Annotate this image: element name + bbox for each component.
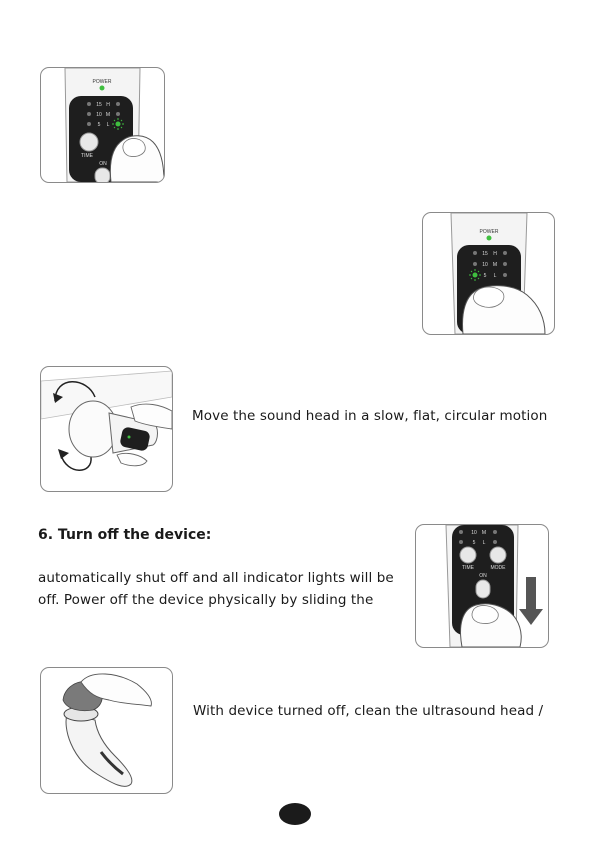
mode-label: MODE [490, 565, 506, 571]
time-label: TIME [462, 565, 474, 571]
indicator-light [116, 102, 120, 106]
on-label: ON [479, 573, 487, 579]
figure-intensity-select [422, 212, 555, 335]
intensity-label: M [481, 530, 487, 536]
timer-label: 10 [471, 530, 477, 536]
figure-slide-off [415, 524, 549, 648]
figure-cleaning [40, 667, 173, 794]
timer-label: 5 [97, 122, 101, 128]
intensity-label: L [482, 540, 486, 546]
power-label: POWER [479, 229, 499, 235]
mode-button [490, 547, 506, 563]
indicator-light [473, 262, 477, 266]
arrow-down-icon [519, 577, 543, 625]
intensity-label: H [106, 102, 110, 108]
time-label: TIME [81, 153, 93, 159]
power-indicator-light [487, 236, 492, 241]
sound-head-icon [69, 401, 117, 457]
timer-label: 5 [472, 540, 476, 546]
indicator-light [459, 540, 463, 544]
power-label: POWER [92, 79, 112, 85]
figure-timer-select [40, 67, 165, 183]
instruction-move-sound-head: Move the sound head in a slow, flat, circular motion [192, 408, 548, 424]
device-body-icon [66, 714, 132, 786]
timer-label: 15 [96, 102, 102, 108]
intensity-label: M [492, 262, 498, 268]
indicator-light [116, 112, 120, 116]
indicator-light [503, 251, 507, 255]
indicator-light [473, 251, 477, 255]
indicator-light [503, 262, 507, 266]
intensity-label: H [493, 251, 497, 257]
turn-off-body-line-2: off. Power off the device physically by sliding the [38, 592, 374, 608]
timer-label: 5 [483, 273, 487, 279]
on-label: ON [99, 161, 107, 167]
power-indicator-light [100, 86, 105, 91]
indicator-light [87, 102, 91, 106]
intensity-label: L [493, 273, 497, 279]
figure-circular-motion [40, 366, 173, 492]
indicator-light [493, 540, 497, 544]
indicator-light [87, 112, 91, 116]
timer-label: 10 [96, 112, 102, 118]
on-slider [95, 168, 110, 182]
indicator-light [503, 273, 507, 277]
page-number-badge [279, 803, 311, 825]
indicator-light [493, 530, 497, 534]
on-slider [476, 580, 490, 598]
intensity-label: L [106, 122, 110, 128]
timer-label: 10 [482, 262, 488, 268]
time-button [460, 547, 476, 563]
instruction-clean-head: With device turned off, clean the ultrasound head / [193, 703, 544, 719]
indicator-light [87, 122, 91, 126]
timer-label: 15 [482, 251, 488, 257]
section-heading-turn-off: 6. Turn off the device: [38, 527, 212, 543]
indicator-light [459, 530, 463, 534]
turn-off-body-line-1: automatically shut off and all indicator lights will be [38, 570, 394, 586]
circular-arrow-icon [61, 455, 91, 470]
time-button [80, 133, 98, 151]
intensity-label: M [105, 112, 111, 118]
